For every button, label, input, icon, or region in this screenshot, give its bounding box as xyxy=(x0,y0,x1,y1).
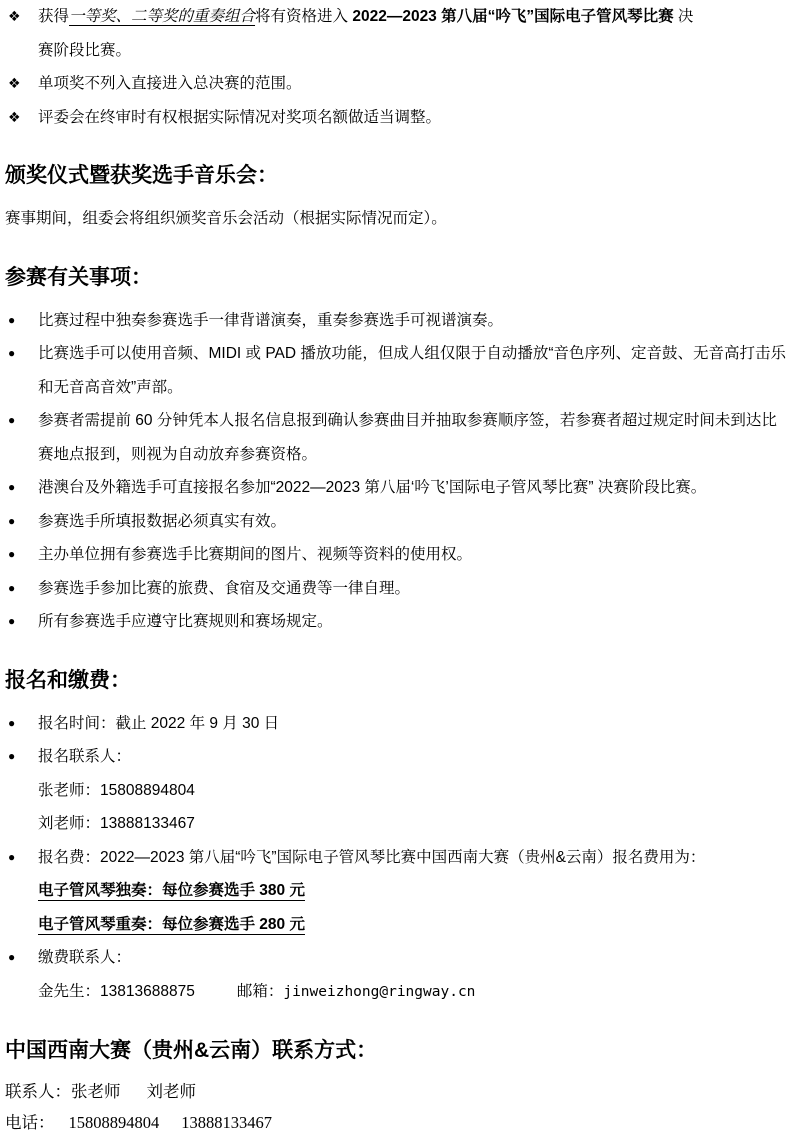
award-note-text: 评委会在终审时有权根据实际情况对奖项名额做适当调整。 xyxy=(38,101,795,135)
text-segment: 获得 xyxy=(38,8,69,25)
circle-bullet-icon: ● xyxy=(5,471,38,505)
list-item xyxy=(5,740,795,774)
list-item xyxy=(5,707,795,741)
list-item xyxy=(5,605,795,639)
list-item xyxy=(5,538,795,572)
registration-list xyxy=(5,707,795,1010)
fee-solo-text: 电子管风琴独奏：每位参赛选手 380 元 xyxy=(38,882,305,899)
circle-bullet-icon: ● xyxy=(5,572,38,606)
fee-intro: 报名费：2022—2023 第八届“吟飞”国际电子管风琴比赛中国西南大赛（贵州&云南）报名费用为： xyxy=(38,841,795,875)
phone-number: 13888133467 xyxy=(181,1113,272,1132)
registration-contact-label: 报名联系人： xyxy=(38,740,795,774)
list-item xyxy=(5,841,795,875)
circle-bullet-icon: ● xyxy=(5,538,38,572)
list-item xyxy=(5,941,795,975)
email-label: 邮箱： xyxy=(237,983,284,1000)
award-note-text: 单项奖不列入直接进入总决赛的范围。 xyxy=(38,67,795,101)
payment-contact-line xyxy=(5,975,795,1010)
list-item-text xyxy=(38,337,795,404)
list-item-text: 比赛过程中独奏参赛选手一律背谱演奏，重奏参赛选手可视谱演奏。 xyxy=(38,304,795,338)
list-item xyxy=(5,304,795,338)
text-segment: 将有资格进入 xyxy=(255,8,352,25)
payment-name-phone: 金先生：13813688875 xyxy=(38,983,195,1000)
circle-bullet-icon: ● xyxy=(5,404,38,438)
contact-person: 刘老师 xyxy=(147,1082,197,1101)
circle-bullet-icon: ● xyxy=(5,605,38,639)
section-heading-regional-contact: 中国西南大赛（贵州&云南）联系方式： xyxy=(5,1037,795,1064)
diamond-bullet-icon: ❖ xyxy=(5,67,38,101)
contact-line-liu: 刘老师：13888133467 xyxy=(5,807,795,841)
fee-duet-line xyxy=(5,908,795,942)
ceremony-paragraph: 赛事期间，组委会将组织颁奖音乐会活动（根据实际情况而定）。 xyxy=(5,202,795,236)
text-segment: 赛阶段比赛。 xyxy=(38,42,131,59)
list-item-text xyxy=(38,404,795,471)
list-item xyxy=(5,572,795,606)
contact-line-zhang: 张老师：15808894804 xyxy=(5,774,795,808)
circle-bullet-icon: ● xyxy=(5,941,38,975)
fee-solo-line xyxy=(5,874,795,908)
payment-contact-label: 缴费联系人： xyxy=(38,941,795,975)
email-address: jinweizhong@ringway.cn xyxy=(283,984,475,1000)
text-segment: 决 xyxy=(674,8,694,25)
fee-duet-text: 电子管风琴重奏：每位参赛选手 280 元 xyxy=(38,916,305,933)
competition-name-bold: 2022—2023 第八届“吟飞”国际电子管风琴比赛 xyxy=(352,8,673,25)
award-note-text xyxy=(38,0,795,67)
contact-label: 联系人： xyxy=(5,1082,71,1101)
list-item xyxy=(5,337,795,404)
list-item-text: 主办单位拥有参赛选手比赛期间的图片、视频等资料的使用权。 xyxy=(38,538,795,572)
circle-bullet-icon: ● xyxy=(5,337,38,371)
contact-person: 张老师 xyxy=(71,1082,121,1101)
text-segment: 和无音高音效”声部。 xyxy=(38,379,183,396)
circle-bullet-icon: ● xyxy=(5,304,38,338)
list-item xyxy=(5,404,795,471)
text-segment: 赛地点报到，则视为自动放弃参赛资格。 xyxy=(38,446,317,463)
circle-bullet-icon: ● xyxy=(5,740,38,774)
list-item xyxy=(5,471,795,505)
phone-number: 15808894804 xyxy=(69,1113,160,1132)
list-item xyxy=(5,505,795,539)
list-item-text: 所有参赛选手应遵守比赛规则和赛场规定。 xyxy=(38,605,795,639)
list-item-text: 参赛选手参加比赛的旅费、食宿及交通费等一律自理。 xyxy=(38,572,795,606)
phone-label: 电话： xyxy=(5,1113,55,1132)
list-item-text: 港澳台及外籍选手可直接报名参加“2022—2023 第八届‘吟飞’国际电子管风琴比赛” 决赛阶段比赛。 xyxy=(38,471,795,505)
text-segment: 比赛选手可以使用音频、MIDI 或 PAD 播放功能，但成人组仅限于自动播放“音色序列、定音鼓、无音高打击乐 xyxy=(38,345,786,362)
circle-bullet-icon: ● xyxy=(5,841,38,875)
section-heading-participation: 参赛有关事项： xyxy=(5,264,795,291)
award-note-item xyxy=(5,0,795,67)
award-note-item xyxy=(5,101,795,135)
circle-bullet-icon: ● xyxy=(5,707,38,741)
list-item-text: 参赛选手所填报数据必须真实有效。 xyxy=(38,505,795,539)
diamond-bullet-icon: ❖ xyxy=(5,0,38,34)
section-heading-ceremony: 颁奖仪式暨获奖选手音乐会： xyxy=(5,162,795,189)
regional-contact-phones xyxy=(5,1108,795,1138)
registration-deadline: 报名时间：截止 2022 年 9 月 30 日 xyxy=(38,707,795,741)
underlined-italic-segment: 一等奖、二等奖的重奏组合 xyxy=(69,8,255,25)
participation-list xyxy=(5,304,795,639)
section-heading-registration: 报名和缴费： xyxy=(5,667,795,694)
award-notes-list xyxy=(5,0,795,134)
text-segment: 参赛者需提前 60 分钟凭本人报名信息报到确认参赛曲目并抽取参赛顺序签，若参赛者超过规定时间未到达比 xyxy=(38,412,777,429)
regional-contact-persons xyxy=(5,1077,795,1108)
diamond-bullet-icon: ❖ xyxy=(5,101,38,135)
circle-bullet-icon: ● xyxy=(5,505,38,539)
award-note-item xyxy=(5,67,795,101)
